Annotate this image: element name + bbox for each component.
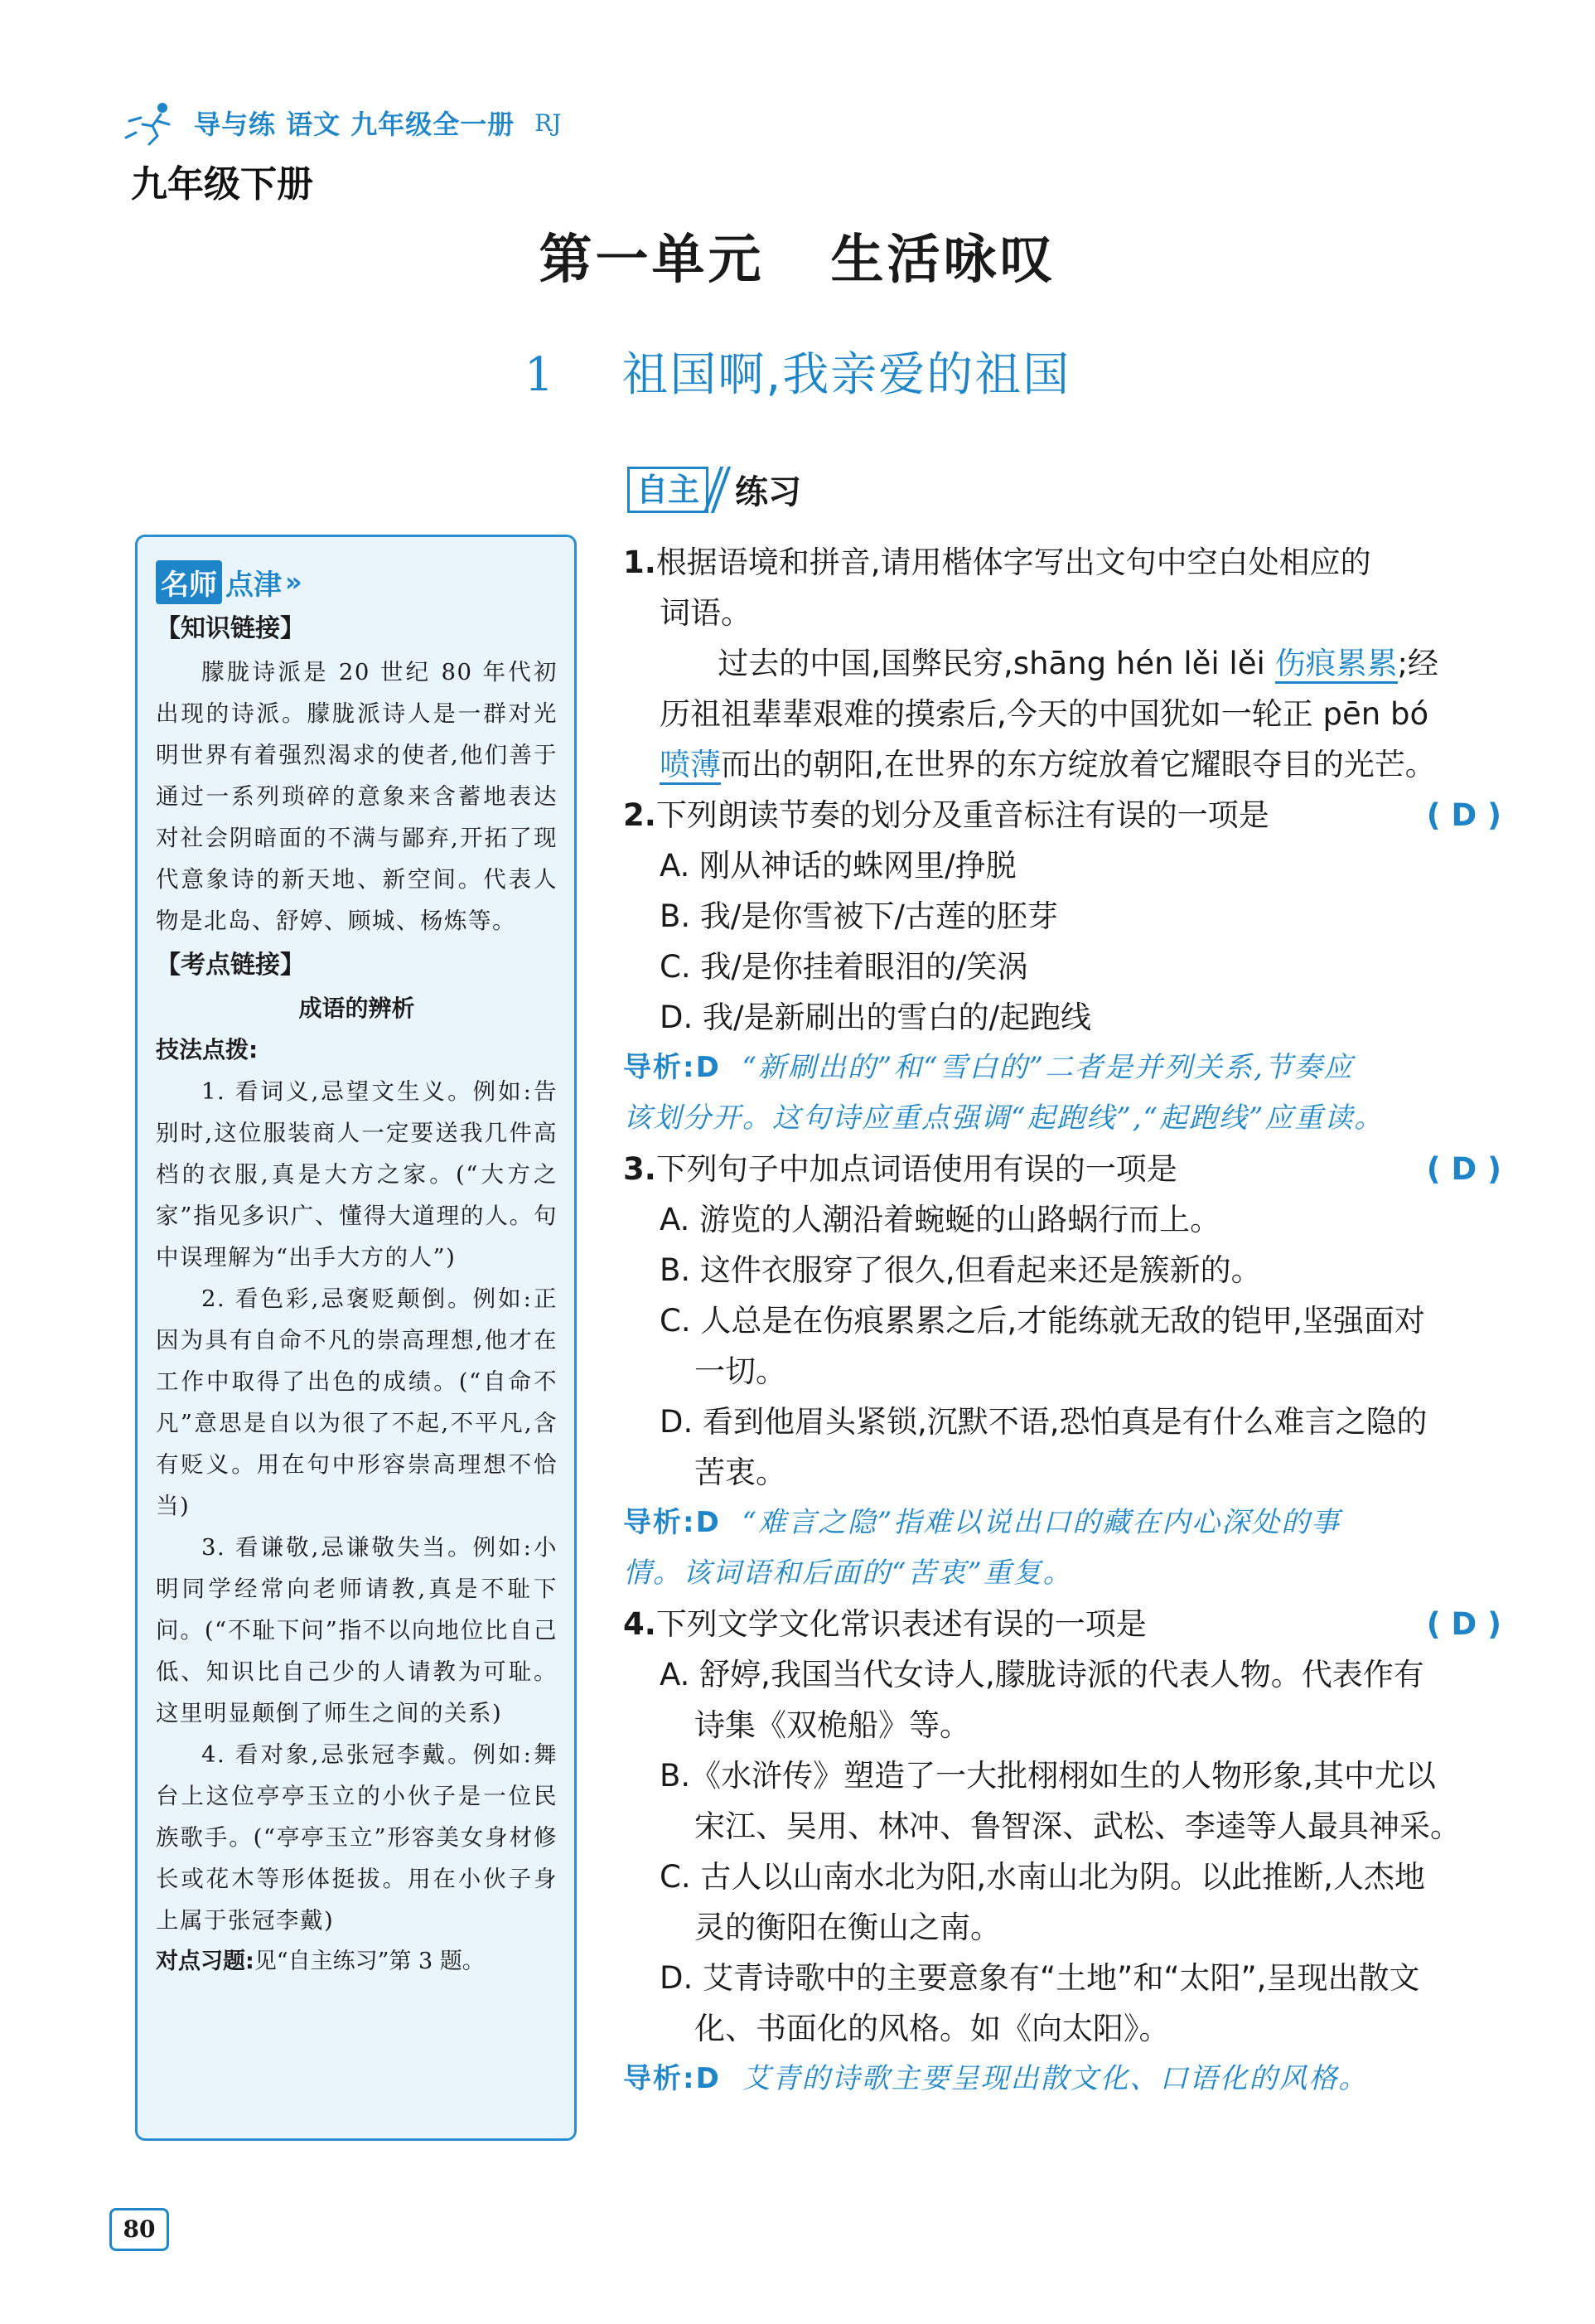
answer-choice: ( D ) xyxy=(1426,1151,1501,1187)
unit-name: 生活咏叹 xyxy=(830,229,1056,291)
unit-number: 第一单元 xyxy=(539,229,765,291)
question-list xyxy=(623,537,1501,2104)
question-number: 4. xyxy=(623,1606,656,1642)
answer-fill-2: 喷薄 xyxy=(660,747,721,785)
footer-text: 见“自主练习”第 3 题。 xyxy=(254,1949,485,1974)
runner-icon xyxy=(124,99,182,146)
method-point-2: 2. 看色彩,忌褒贬颠倒。例如:正因为具有自命不凡的崇高理想,他才在工作中取得了出色的成绩。(“自命不凡”意思是自以为很了不起,不平凡,含有贬义。用在句中形容崇高理想不恰当) xyxy=(156,1285,558,1519)
page-number: 80 xyxy=(109,2208,169,2251)
method-point-4: 4. 看对象,忌张冠李戴。例如:舞台上这位亭亭玉立的小伙子是一位民族歌手。(“亭亭玉立”形容美女身材修长或花木等形体挺拔。用在小伙子身上属于张冠李戴) xyxy=(156,1741,558,1934)
answer-guide xyxy=(623,2054,1501,2104)
unit-title xyxy=(0,217,1595,293)
question-number: 1. xyxy=(623,545,656,580)
guide-label: 导析:D xyxy=(623,1051,721,1084)
question-number: 3. xyxy=(623,1151,656,1187)
method-point-3: 3. 看谦敬,忌谦敬失当。例如:小明同学经常向老师请教,真是不耻下问。(“不耻下问”指不以向地位比自己低、知识比自己少的人请教为可耻。这里明显颠倒了师生之间的关系) xyxy=(156,1534,558,1726)
passage-text: 过去的中国,国弊民穷,shāng hén lěi lěi xyxy=(718,646,1265,681)
series-title: 导与练 语文 九年级全一册 xyxy=(194,109,515,140)
option-b-cont: 宋江、吴用、林冲、鲁智深、武松、李逵等人最具神采。 xyxy=(694,1808,1461,1844)
guide-text: “难言之隐”指难以说出口的藏在内心深处的事 xyxy=(742,1506,1341,1539)
guide-label: 导析:D xyxy=(623,2062,721,2095)
option-b: B.《水浒传》塑造了一大批栩栩如生的人物形象,其中尤以 xyxy=(660,1758,1436,1794)
option-d: D. 看到他眉头紧锁,沉默不语,恐怕真是有什么难言之隐的 xyxy=(660,1404,1428,1440)
guide-text-cont: 该划分开。这句诗应重点强调“起跑线”,“起跑线”应重读。 xyxy=(623,1101,1385,1135)
passage-line-1 xyxy=(623,638,1501,689)
option-a: A. 刚从神话的蛛网里/挣脱 xyxy=(660,848,1017,884)
edition-label: RJ xyxy=(534,109,562,137)
option-a-cont: 诗集《双桅船》等。 xyxy=(694,1707,970,1743)
question-stem: 根据语境和拼音,请用楷体字写出文句中空白处相应的 xyxy=(655,545,1371,580)
option-c-cont: 一切。 xyxy=(694,1353,786,1389)
question-number: 2. xyxy=(623,797,656,833)
method-label: 技法点拨: xyxy=(156,1036,259,1063)
lesson-title xyxy=(0,338,1595,404)
knowledge-heading: 【知识链接】 xyxy=(156,614,305,643)
question-stem: 下列朗读节奏的划分及重音标注有误的一项是 xyxy=(655,797,1269,833)
knowledge-text: 朦胧诗派是 20 世纪 80 年代初出现的诗派。朦胧派诗人是一群对光明世界有着强烈渴求的使者,他们善于通过一系列琐碎的意象来含蓄地表达对社会阴暗面的不满与鄙弃,开拓了现代意象诗的新天地、新空间。代表人物是北岛、舒婷、顾城、杨炼等。 xyxy=(156,659,558,934)
passage-line-2: 历祖祖辈辈艰难的摸索后,今天的中国犹如一轮正 pēn bó xyxy=(660,696,1429,732)
option-d-cont: 化、书面化的风格。如《向太阳》。 xyxy=(694,2011,1170,2046)
question-4 xyxy=(623,1599,1501,2104)
footer-label: 对点习题: xyxy=(156,1949,254,1974)
option-d: D. 艾青诗歌中的主要意象有“土地”和“太阳”,呈现出散文 xyxy=(660,1960,1420,1996)
practice-title: 练习 xyxy=(735,473,802,511)
guide-text: “新刷出的”和“雪白的”二者是并列关系,节奏应 xyxy=(742,1051,1354,1084)
method-point-1: 1. 看词义,忌望文生义。例如:告别时,这位服装商人一定要送我几件高档的衣服,真是大方之家。(“大方之家”指见多识广、懂得大道理的人。句中误理解为“出手大方的人”) xyxy=(156,1078,558,1271)
slash-decoration xyxy=(708,467,728,513)
exam-topic: 成语的辨析 xyxy=(298,995,415,1022)
question-stem-cont: 词语。 xyxy=(660,595,752,631)
option-c: C. 人总是在伤痕累累之后,才能练就无敌的铠甲,坚强面对 xyxy=(660,1303,1425,1339)
teacher-tips-box xyxy=(135,535,577,2141)
chevron-right-icon: » xyxy=(285,566,302,598)
exam-heading: 【考点链接】 xyxy=(156,951,305,980)
option-c: C. 我/是你挂着眼泪的/笑涡 xyxy=(660,949,1028,985)
practice-heading xyxy=(627,466,801,513)
question-2 xyxy=(623,790,1501,1144)
tips-badge: 名师 xyxy=(156,560,222,604)
guide-label: 导析:D xyxy=(623,1506,721,1539)
lesson-name: 祖国啊,我亲爱的祖国 xyxy=(621,348,1071,402)
passage-text: ;经 xyxy=(1397,646,1438,681)
passage-line-3 xyxy=(623,739,1501,790)
guide-text-cont: 情。该词语和后面的“苦衷”重复。 xyxy=(623,1557,1073,1590)
option-c: C. 古人以山南水北为阳,水南山北为阴。以此推断,人杰地 xyxy=(660,1859,1425,1895)
tips-title: 点津 xyxy=(225,568,282,602)
answer-choice: ( D ) xyxy=(1426,1606,1501,1642)
option-d-cont: 苦衷。 xyxy=(694,1455,786,1490)
answer-guide xyxy=(623,1043,1501,1093)
option-d: D. 我/是新刷出的雪白的/起跑线 xyxy=(660,1000,1091,1035)
answer-fill-1: 伤痕累累 xyxy=(1275,646,1398,684)
lesson-number: 1 xyxy=(524,348,556,402)
question-3 xyxy=(623,1144,1501,1599)
option-a: A. 游览的人潮沿着蜿蜒的山路蜗行而上。 xyxy=(660,1202,1221,1237)
tips-heading xyxy=(156,560,558,603)
option-a: A. 舒婷,我国当代女诗人,朦胧诗派的代表人物。代表作有 xyxy=(660,1657,1424,1692)
tips-footer xyxy=(156,1941,558,1983)
running-header xyxy=(124,98,562,148)
guide-text: 艾青的诗歌主要呈现出散文化、口语化的风格。 xyxy=(742,2062,1369,2095)
answer-guide xyxy=(623,1498,1501,1548)
passage-text: 而出的朝阳,在世界的东方绽放着它耀眼夺目的光芒。 xyxy=(721,747,1436,782)
option-b: B. 这件衣服穿了很久,但看起来还是簇新的。 xyxy=(660,1252,1262,1288)
practice-box-label: 自主 xyxy=(627,467,708,513)
question-stem: 下列文学文化常识表述有误的一项是 xyxy=(655,1606,1147,1642)
volume-title: 九年级下册 xyxy=(131,163,313,206)
question-1 xyxy=(623,537,1501,790)
option-b: B. 我/是你雪被下/古莲的胚芽 xyxy=(660,898,1058,934)
question-stem: 下列句子中加点词语使用有误的一项是 xyxy=(655,1151,1177,1187)
option-c-cont: 灵的衡阳在衡山之南。 xyxy=(694,1910,1001,1945)
answer-choice: ( D ) xyxy=(1426,797,1501,833)
